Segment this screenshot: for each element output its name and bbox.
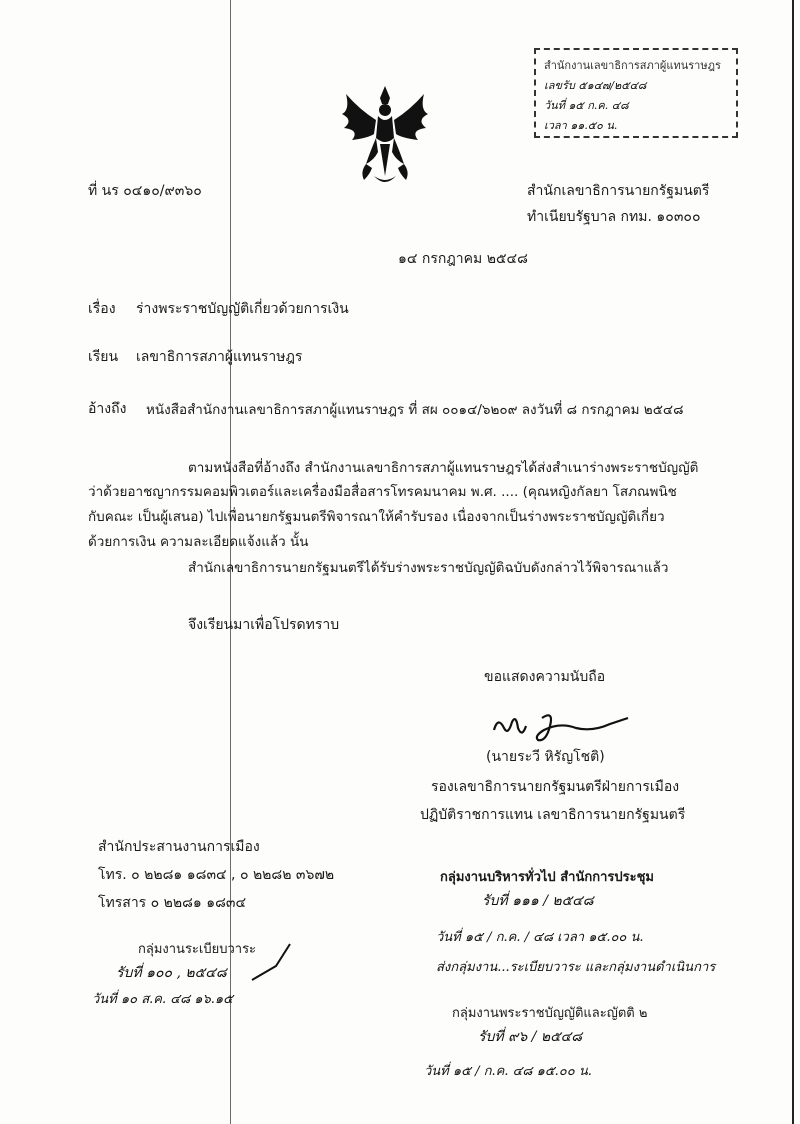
- garuda-emblem-icon: [330, 80, 440, 192]
- closing-salutation: ขอแสดงความนับถือ: [484, 669, 606, 685]
- body-line-4: ด้วยการเงิน ความละเอียดแจ้งแล้ว นั้น: [88, 534, 309, 550]
- document-number: ที่ นร ๐๔๑๐/๙๓๖๐: [88, 183, 202, 199]
- body-line-3: กับคณะ เป็นผู้เสนอ) ไปเพื่อนายกรัฐมนตรีพิจารณาให้คำรับรอง เนื่องจากเป็นร่างพระราชบัญญัติเกี่ยว: [88, 509, 665, 525]
- reference: หนังสือสำนักงานเลขาธิการสภาผู้แทนราษฎร ที่ สผ ๐๐๑๔/๖๒๐๙ ลงวันที่ ๘ กรกฎาคม ๒๕๔๘: [146, 402, 684, 418]
- signer-name: (นายระวี หิรัญโชติ): [486, 749, 605, 765]
- agenda-stamp-number: รับที่ ๑๐๐ , ๒๕๔๘: [116, 965, 227, 981]
- receive-stamp-date: วันที่ ๑๕ ก.ค. ๔๘: [544, 99, 629, 112]
- admin-stamp-number: รับที่ ๑๑๑ / ๒๕๔๘: [482, 893, 594, 909]
- signature-icon: [480, 702, 640, 746]
- reference-label: อ้างถึง: [88, 401, 127, 417]
- receive-stamp-time: เวลา ๑๑.๕๐ น.: [544, 119, 618, 132]
- signer-title: รองเลขาธิการนายกรัฐมนตรีฝ่ายการเมือง: [431, 779, 680, 795]
- body-line-2: ว่าด้วยอาชญากรรมคอมพิวเตอร์และเครื่องมือสื่อสารโทรคมนาคม พ.ศ. .... (คุณหญิงกัลยา โสภณพนิช: [88, 484, 677, 500]
- contact-office: สำนักประสานงานการเมือง: [98, 839, 260, 855]
- agenda-stamp-title: กลุ่มงานระเบียบวาระ: [138, 942, 257, 957]
- receive-stamp-office: สำนักงานเลขาธิการสภาผู้แทนราษฎร: [544, 59, 721, 72]
- receive-stamp-number: เลขรับ ๕๑๔๗/๒๕๔๘: [544, 79, 647, 92]
- admin-stamp-title: กลุ่มงานบริหารทั่วไป สำนักการประชุม: [440, 870, 654, 885]
- handwritten-mark-icon: [232, 940, 302, 1000]
- subject-label: เรื่อง: [88, 301, 116, 317]
- bill-stamp-title: กลุ่มงานพระราชบัญญัติและญัตติ ๒: [452, 1006, 648, 1021]
- contact-fax: โทรสาร ๐ ๒๒๘๑ ๑๘๓๔: [98, 895, 247, 911]
- closing-request: จึงเรียนมาเพื่อโปรดทราบ: [188, 617, 340, 633]
- sender-address: ทำเนียบรัฐบาล กทม. ๑๐๓๐๐: [527, 209, 701, 225]
- subject: ร่างพระราชบัญญัติเกี่ยวด้วยการเงิน: [136, 301, 349, 317]
- body-paragraph-2: สำนักเลขาธิการนายกรัฐมนตรีได้รับร่างพระราชบัญญัติฉบับดังกล่าวไว้พิจารณาแล้ว: [188, 560, 669, 576]
- body-line-1: ตามหนังสือที่อ้างถึง สำนักงานเลขาธิการสภาผู้แทนราษฎรได้ส่งสำเนาร่างพระราชบัญญัติ: [188, 460, 699, 476]
- receive-stamp: [534, 48, 738, 138]
- bill-stamp-number: รับที่ ๙๖ / ๒๕๔๘: [478, 1029, 583, 1045]
- recipient: เลขาธิการสภาผู้แทนราษฎร: [136, 349, 303, 365]
- sender-office: สำนักเลขาธิการนายกรัฐมนตรี: [527, 183, 710, 199]
- document-date: ๑๔ กรกฎาคม ๒๕๔๘: [398, 251, 528, 267]
- signer-acting-title: ปฏิบัติราชการแทน เลขาธิการนายกรัฐมนตรี: [420, 807, 686, 823]
- admin-stamp-forward: ส่งกลุ่มงาน...ระเบียบวาระ และกลุ่มงานดำเนินการ: [436, 960, 716, 975]
- recipient-label: เรียน: [88, 349, 119, 365]
- admin-stamp-date: วันที่ ๑๕ / ก.ค. / ๔๘ เวลา ๑๕.๐๐ น.: [436, 930, 644, 945]
- contact-phone: โทร. ๐ ๒๒๘๑ ๑๘๓๔ , ๐ ๒๒๘๒ ๓๖๗๒: [98, 867, 335, 883]
- bill-stamp-date: วันที่ ๑๕ / ก.ค. ๔๘ ๑๕.๐๐ น.: [424, 1064, 592, 1079]
- agenda-stamp-date: วันที่ ๑๐ ส.ค. ๔๘ ๑๖.๑๕: [92, 992, 233, 1007]
- scan-edge: [792, 0, 794, 1124]
